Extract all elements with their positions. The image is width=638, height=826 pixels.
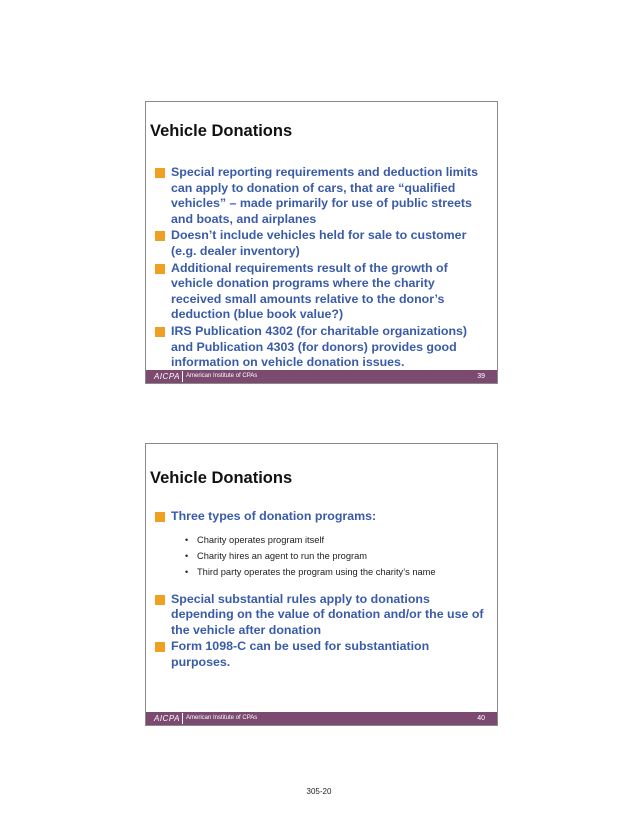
sub-bullet-item — [171, 564, 487, 580]
slide-number: 40 — [477, 715, 485, 722]
dot-bullet-icon: • — [185, 534, 189, 545]
logo-divider — [182, 371, 183, 382]
bullet-item — [155, 165, 487, 227]
slide-number: 39 — [477, 373, 485, 380]
bullet-item — [155, 639, 487, 670]
slide-footer — [146, 370, 497, 383]
square-bullet-icon — [155, 168, 165, 178]
aicpa-logo: AICPA — [154, 714, 180, 723]
bullet-item — [155, 592, 487, 639]
bullet-text: Doesn’t include vehicles held for sale to customer (e.g. dealer inventory) — [171, 228, 467, 258]
bullet-list — [155, 165, 487, 372]
square-bullet-icon — [155, 327, 165, 337]
square-bullet-icon — [155, 595, 165, 605]
bullet-text: Special substantial rules apply to donations depending on the value of donation and/or the use of the vehicle after donation — [171, 591, 484, 637]
square-bullet-icon — [155, 512, 165, 522]
bullet-text: Form 1098-C can be used for substantiation purposes. — [171, 639, 430, 669]
sub-bullet-item — [171, 532, 487, 548]
bullet-list — [155, 509, 487, 672]
slide-footer — [146, 712, 497, 725]
square-bullet-icon — [155, 264, 165, 274]
sub-bullet-text: Charity operates program itself — [197, 534, 325, 545]
slide-title: Vehicle Donations — [150, 122, 293, 140]
sub-bullet-item — [171, 548, 487, 564]
organization-name: American Institute of CPAs — [186, 373, 258, 379]
slide-40 — [145, 443, 498, 726]
bullet-item — [155, 509, 487, 580]
bullet-text: IRS Publication 4302 (for charitable organizations) and Publication 4303 (for donors) provides good information on vehicle donation issues. — [171, 323, 468, 370]
organization-name: American Institute of CPAs — [186, 715, 258, 721]
slide-title: Vehicle Donations — [150, 469, 293, 487]
bullet-item — [155, 261, 487, 323]
slide-39 — [145, 101, 498, 384]
sub-bullet-list — [171, 532, 487, 580]
page-number: 305-20 — [306, 787, 332, 796]
bullet-text: Three types of donation programs: — [171, 509, 377, 523]
logo-divider — [182, 713, 183, 724]
sub-bullet-text: Charity hires an agent to run the program — [197, 550, 368, 561]
bullet-item — [155, 228, 487, 259]
bullet-item — [155, 324, 487, 371]
sub-bullet-text: Third party operates the program using the charity’s name — [197, 566, 436, 577]
dot-bullet-icon: • — [185, 566, 189, 577]
bullet-text: Special reporting requirements and deduction limits can apply to donation of cars, that are “qualified vehicles” – made primarily for use of public streets and boats, and airplanes — [171, 165, 479, 226]
square-bullet-icon — [155, 642, 165, 652]
dot-bullet-icon: • — [185, 550, 189, 561]
square-bullet-icon — [155, 231, 165, 241]
aicpa-logo: AICPA — [154, 372, 180, 381]
bullet-text: Additional requirements result of the growth of vehicle donation programs where the charity received small amounts relative to the donor’s deduction (blue book value?) — [171, 260, 448, 322]
